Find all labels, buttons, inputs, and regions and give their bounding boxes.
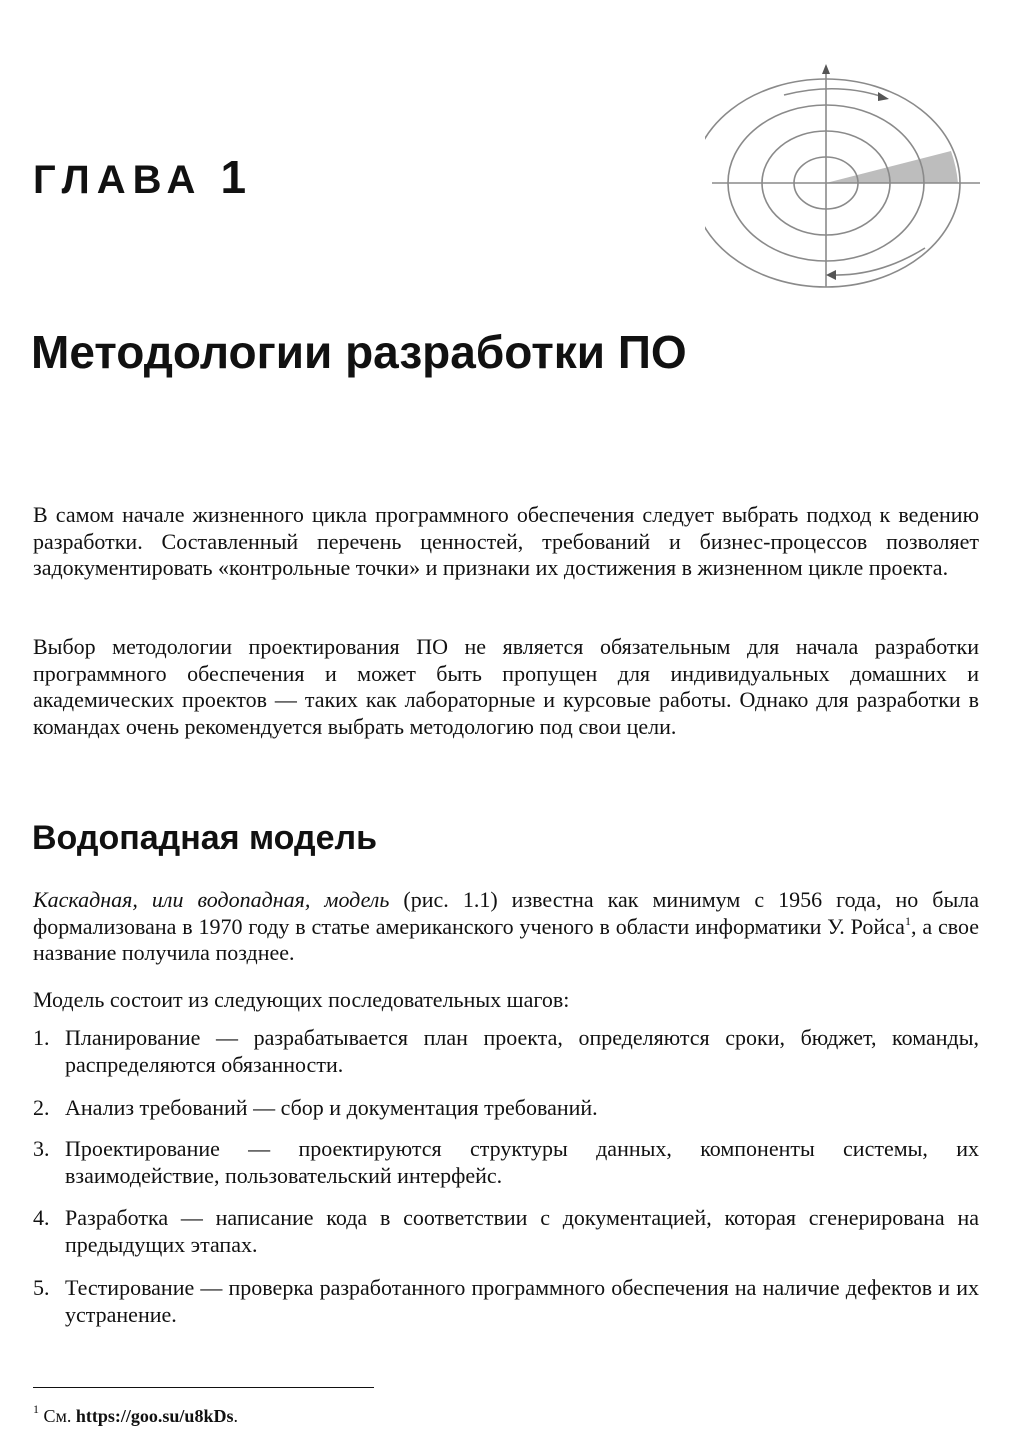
footnote-prefix: См.	[39, 1406, 76, 1426]
list-item-text: Тестирование — проверка разработанного программного обеспечения на наличие дефектов и их устранение.	[65, 1275, 979, 1327]
footnote-number: 1	[33, 1402, 39, 1416]
list-item	[33, 1205, 979, 1258]
list-item	[33, 1095, 979, 1122]
footnote-divider	[33, 1387, 374, 1388]
list-item-number: 2.	[33, 1095, 50, 1120]
section-paragraph-1-text: (рис. 1.1) известна как минимум с 1956 года, но была формализована в 1970 году в статье американского ученого в области информатики У. Ройса	[33, 887, 979, 939]
list-item	[33, 1275, 979, 1328]
section-paragraph-1-end: , а свое название получила позднее.	[33, 913, 979, 965]
list-item-number: 5.	[33, 1275, 50, 1300]
footnote	[33, 1404, 238, 1428]
footnote-mark[interactable]: 1	[904, 913, 911, 928]
list-item	[33, 1025, 979, 1078]
footnote-suffix: .	[233, 1406, 238, 1426]
spiral-model-icon	[705, 58, 990, 293]
chapter-title: Методологии разработки ПО	[31, 326, 687, 378]
footnote-link[interactable]: https://goo.su/u8kDs	[75, 1406, 234, 1426]
intro-paragraph-2: Выбор методологии проектирования ПО не является обязательным для начала разработки программного обеспечения и может быть пропущен для индивидуальных домашних и академических проектов — таких как лабораторные и курсовые работы. Однако для разработки в командах очень рекомендуется выбрать методологию под свои цели.	[33, 634, 979, 739]
list-item	[33, 1136, 979, 1189]
list-item-text: Планирование — разрабатывается план проекта, определяются сроки, бюджет, команды, распределяются обязанности.	[65, 1025, 979, 1077]
list-item-number: 4.	[33, 1205, 50, 1230]
list-item-number: 3.	[33, 1136, 50, 1161]
list-item-text: Разработка — написание кода в соответствии с документацией, которая сгенерирована на предыдущих этапах.	[65, 1205, 979, 1257]
section-title: Водопадная модель	[32, 819, 377, 857]
list-item-number: 1.	[33, 1025, 50, 1050]
list-item-text: Анализ требований — сбор и документация требований.	[65, 1095, 598, 1120]
list-item-text: Проектирование — проектируются структуры данных, компоненты системы, их взаимодействие, пользовательский интерфейс.	[65, 1136, 979, 1188]
section-paragraph-1	[33, 887, 979, 967]
intro-paragraph-1: В самом начале жизненного цикла программного обеспечения следует выбрать подход к ведению разработки. Составленный перечень ценностей, требований и бизнес-процессов позволяет задокументировать «контрольные точки» и признаки их достижения в жизненном цикле проекта.	[33, 502, 979, 580]
term-italic: Каскадная, или водопадная, модель	[33, 887, 390, 912]
chapter-label-text: ГЛАВА	[33, 158, 203, 202]
chapter-label	[33, 152, 246, 205]
chapter-number: 1	[220, 151, 247, 203]
section-paragraph-2: Модель состоит из следующих последовательных шагов:	[33, 987, 570, 1012]
